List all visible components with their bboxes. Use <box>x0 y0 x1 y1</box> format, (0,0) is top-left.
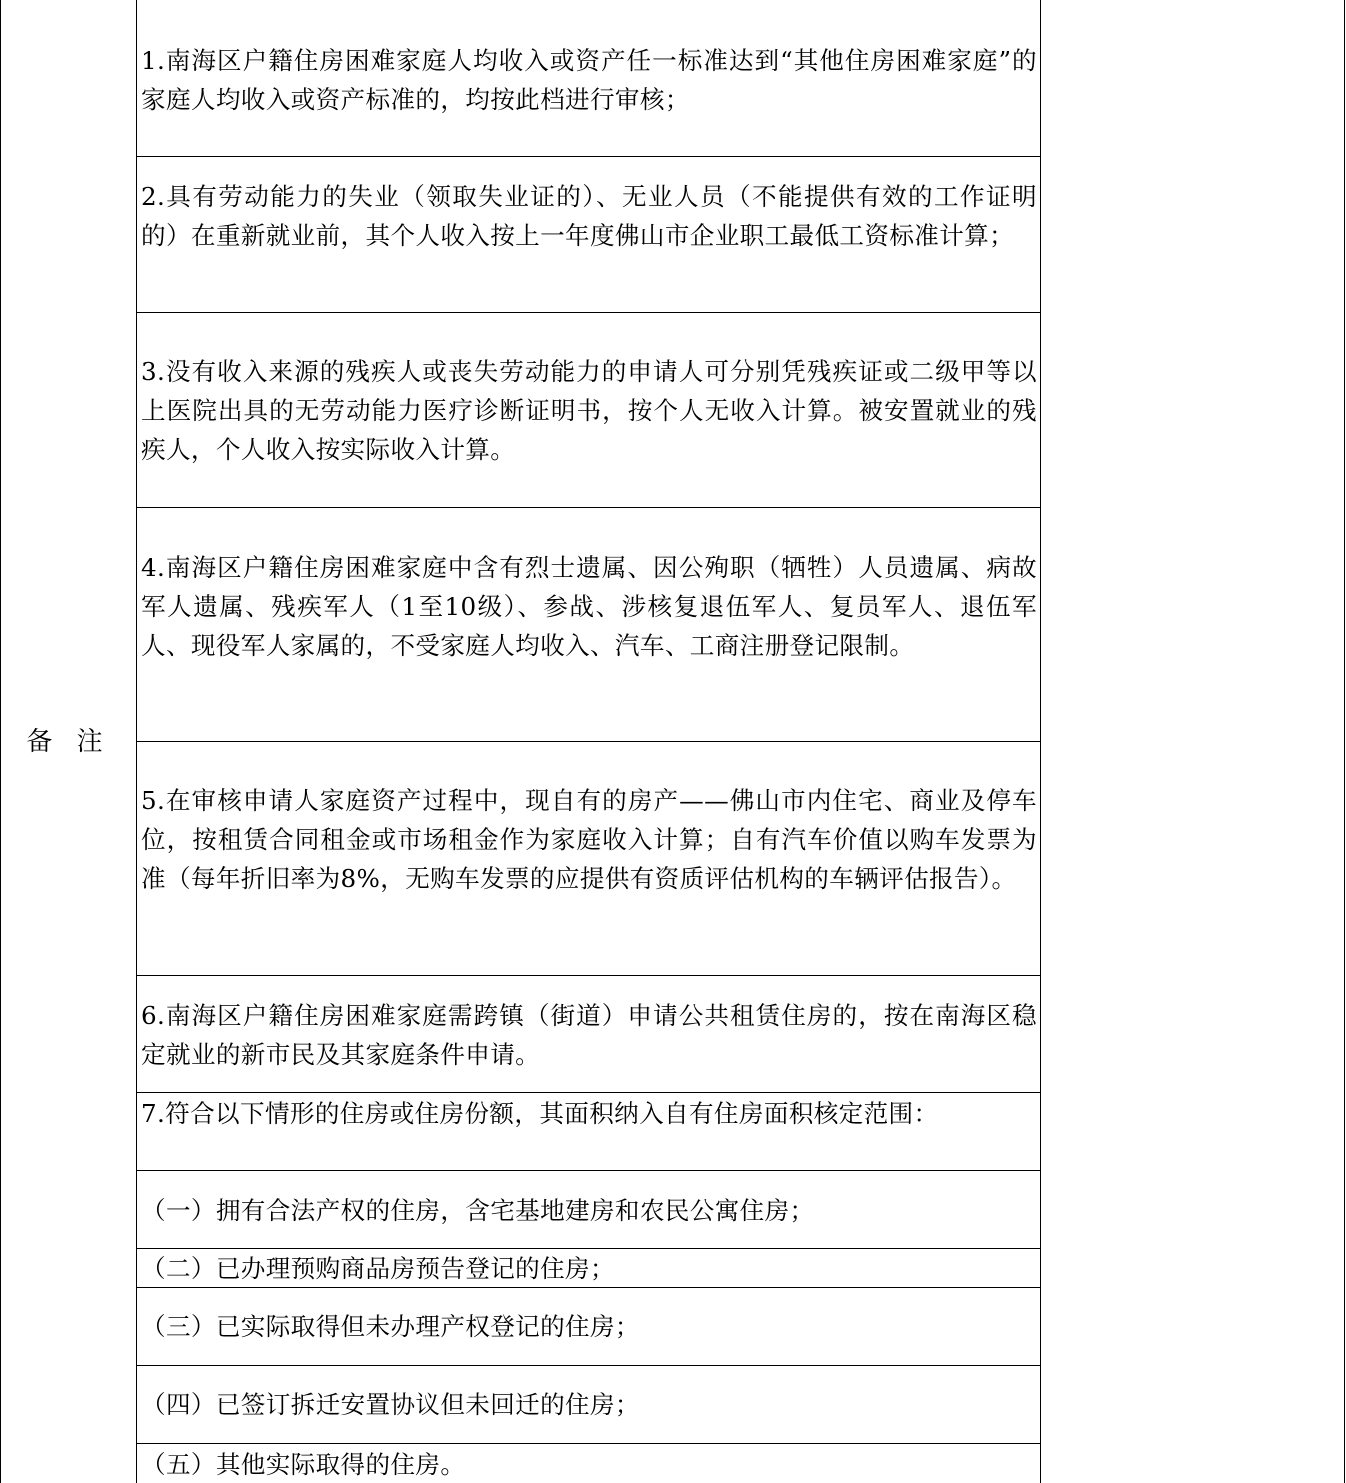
note-row <box>137 1249 1040 1288</box>
note-text: （五）其他实际取得的住房。 <box>141 1450 466 1479</box>
note-row <box>137 976 1040 1093</box>
note-text: 1.南海区户籍住房困难家庭人均收入或资产任一标准达到“其他住房困难家庭”的家庭人均收入或资产标准的，均按此档进行审核； <box>141 46 1037 114</box>
note-row <box>137 1093 1040 1171</box>
note-text: （一）拥有合法产权的住房，含宅基地建房和农民公寓住房； <box>141 1196 815 1225</box>
remarks-label: 备 注 <box>26 727 111 757</box>
note-row <box>137 1171 1040 1249</box>
note-row <box>137 0 1040 157</box>
note-text: 2.具有劳动能力的失业（领取失业证的）、无业人员（不能提供有效的工作证明的）在重新就业前，其个人收入按上一年度佛山市企业职工最低工资标准计算； <box>141 182 1037 250</box>
note-text: （三）已实际取得但未办理产权登记的住房； <box>141 1312 640 1341</box>
note-row <box>137 508 1040 742</box>
note-row <box>137 313 1040 508</box>
note-row <box>137 157 1040 313</box>
note-row <box>137 1366 1040 1444</box>
notes-column <box>137 0 1040 1483</box>
note-row <box>137 1288 1040 1366</box>
note-text: 4.南海区户籍住房困难家庭中含有烈士遗属、因公殉职（牺牲）人员遗属、病故军人遗属、残疾军人（1至10级）、参战、涉核复退伍军人、复员军人、退伍军人、现役军人家属的，不受家庭人均收入、汽车、工商注册登记限制。 <box>141 553 1037 660</box>
note-row <box>137 742 1040 976</box>
table-border-right <box>1344 0 1345 1483</box>
note-text: （四）已签订拆迁安置协议但未回迁的住房； <box>141 1390 640 1419</box>
note-text: 7.符合以下情形的住房或住房份额，其面积纳入自有住房面积核定范围： <box>141 1099 939 1128</box>
note-row <box>137 1444 1040 1483</box>
empty-column <box>1041 0 1344 1483</box>
note-text: 3.没有收入来源的残疾人或丧失劳动能力的申请人可分别凭残疾证或二级甲等以上医院出具的无劳动能力医疗诊断证明书，按个人无收入计算。被安置就业的残疾人，个人收入按实际收入计算。 <box>141 357 1037 464</box>
note-text: （二）已办理预购商品房预告登记的住房； <box>141 1254 615 1283</box>
label-column <box>1 0 136 1483</box>
note-text: 6.南海区户籍住房困难家庭需跨镇（街道）申请公共租赁住房的，按在南海区稳定就业的新市民及其家庭条件申请。 <box>141 1001 1037 1069</box>
note-text: 5.在审核申请人家庭资产过程中，现自有的房产——佛山市内住宅、商业及停车位，按租赁合同租金或市场租金作为家庭收入计算；自有汽车价值以购车发票为准（每年折旧率为8%，无购车发票的应提供有资质评估机构的车辆评估报告）。 <box>141 786 1037 893</box>
